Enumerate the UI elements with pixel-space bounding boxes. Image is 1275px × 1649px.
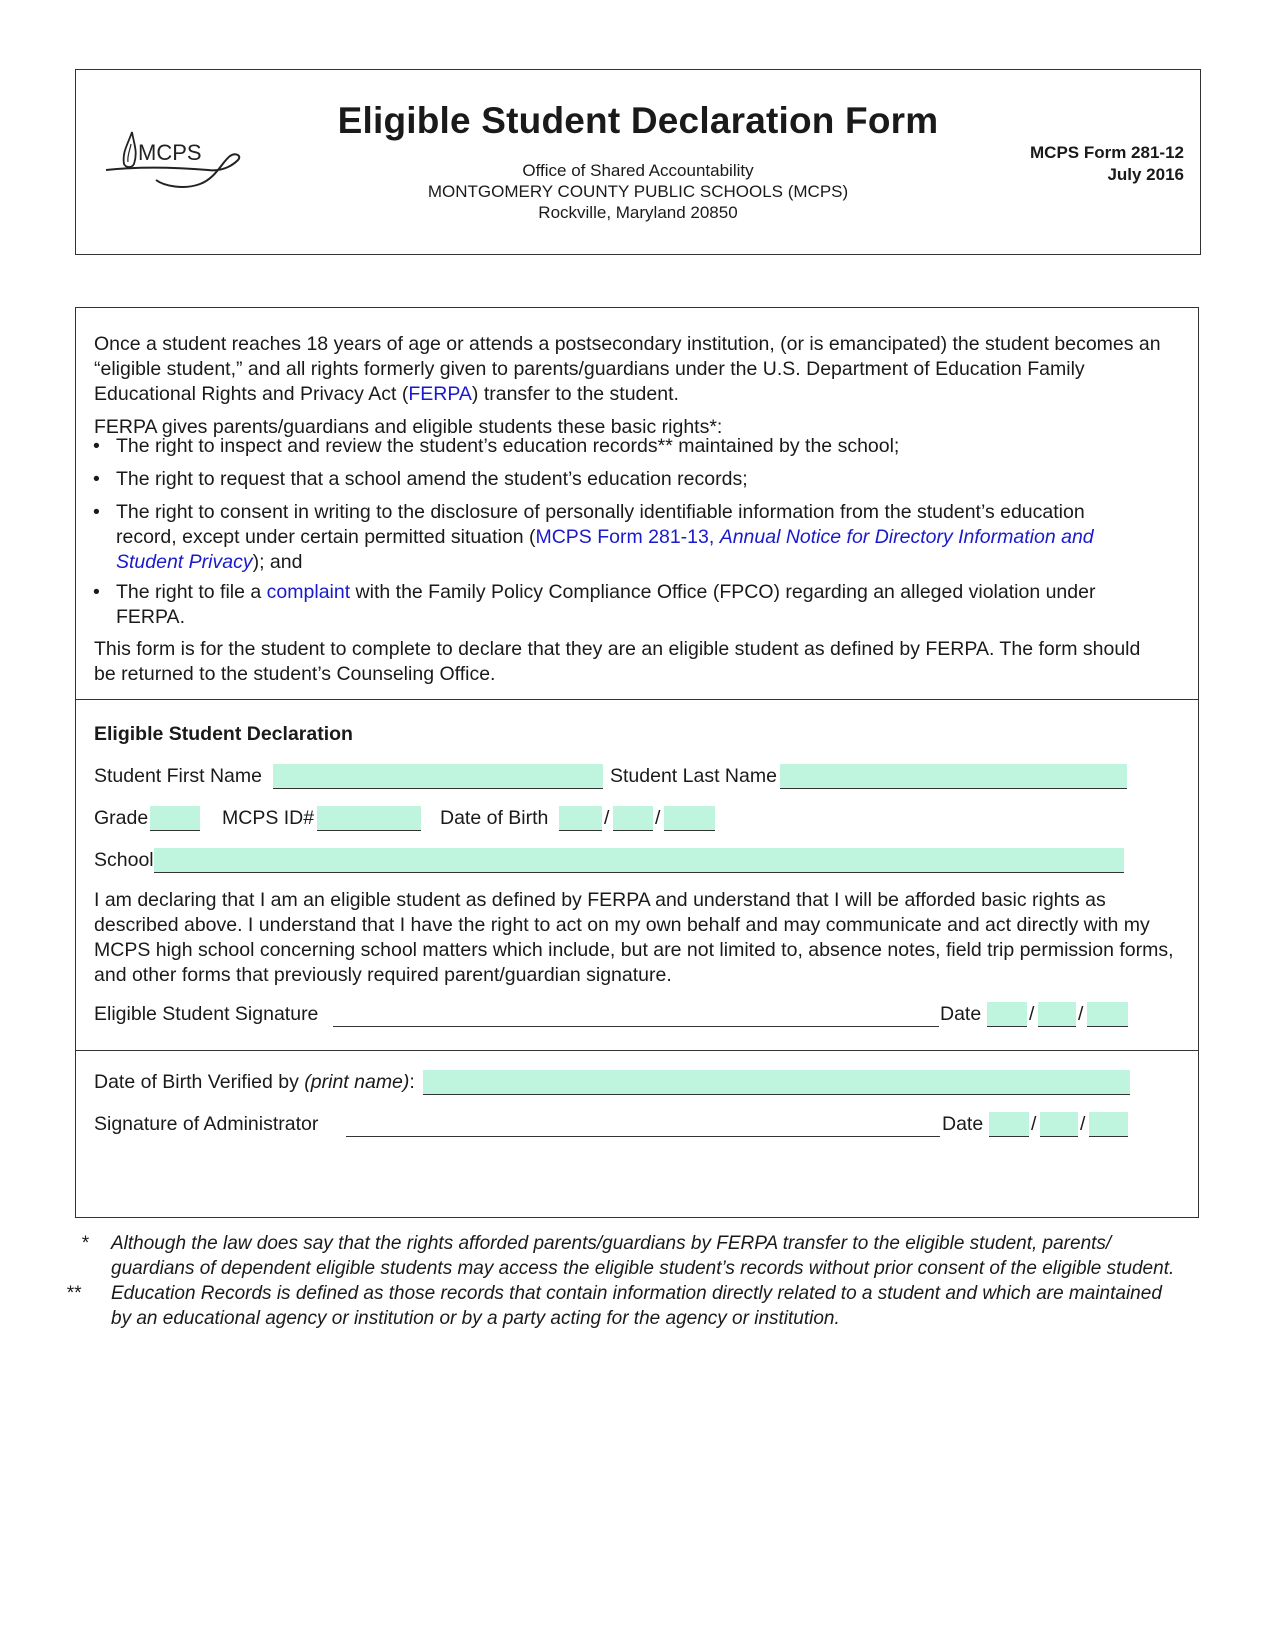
colon: :: [409, 1071, 415, 1093]
form-title: Eligible Student Declaration Form: [337, 100, 939, 141]
footnote-marker: **: [66, 1283, 81, 1304]
form-281-13-link-number: MCPS Form 281-13,: [535, 526, 720, 548]
dob-label: Date of Birth: [440, 807, 549, 829]
bullet-inspect: [93, 434, 1138, 459]
admin-date-label: Date: [942, 1113, 984, 1135]
date-separator: /: [1031, 1113, 1037, 1135]
bullet-consent: [93, 500, 1138, 575]
bullet-amend: [93, 467, 1138, 492]
school-field[interactable]: [154, 848, 1124, 873]
date-separator: /: [655, 807, 661, 829]
dob-verified-label: [94, 1070, 415, 1094]
section-divider: [76, 1050, 1198, 1051]
student-date-month-field[interactable]: [987, 1002, 1027, 1027]
form-date: July 2016: [1107, 165, 1184, 184]
first-name-field[interactable]: [273, 764, 603, 789]
student-date-label: Date: [940, 1003, 982, 1025]
rights-intro: FERPA gives parents/guardians and eligible students these basic rights*:: [94, 416, 723, 438]
form-number-block: [1030, 142, 1184, 186]
org-address: Rockville, Maryland 20850: [538, 203, 738, 222]
date-separator: /: [1080, 1113, 1086, 1135]
footnote-text: Although the law does say that the rights afforded parents/guardians by FERPA transfer to the eligible student, parents/ guardians of dependent eligible students may access the eligible student’s records without prior consent of the eligible student.: [111, 1233, 1175, 1279]
last-name-field[interactable]: [780, 764, 1127, 789]
admin-date-year-field[interactable]: [1089, 1112, 1128, 1137]
dob-day-field[interactable]: [613, 806, 653, 831]
intro-text: Once a student reaches 18 years of age or attends a postsecondary institution, (or is emancipated) the student becomes an “eligible student,” and all rights formerly given to parents/guardians under the U.S. Department of Education Family Educational Rights and Privacy Act (: [94, 333, 1161, 405]
school-label: School: [94, 849, 154, 871]
intro-text-end: ) transfer to the student.: [471, 383, 679, 405]
print-name-hint: (print name): [304, 1071, 410, 1093]
bullet-dot: •: [93, 501, 100, 523]
admin-date-day-field[interactable]: [1040, 1112, 1078, 1137]
bullet-dot: •: [93, 435, 100, 457]
form-purpose: This form is for the student to complete to declare that they are an eligible student as defined by FERPA. The form should be returned to the student’s Counseling Office.: [94, 638, 1141, 685]
org-name: MONTGOMERY COUNTY PUBLIC SCHOOLS (MCPS): [427, 182, 849, 201]
mcps-id-field[interactable]: [317, 806, 421, 831]
dob-year-field[interactable]: [664, 806, 715, 831]
date-separator: /: [604, 807, 610, 829]
footnote-2: [66, 1281, 1185, 1331]
logo-text: MCPS: [138, 140, 202, 165]
bullet-text-end: ); and: [252, 551, 303, 573]
main-form-box: [75, 307, 1199, 1218]
admin-date-month-field[interactable]: [989, 1112, 1029, 1137]
ferpa-link[interactable]: FERPA: [408, 383, 472, 405]
grade-label: Grade: [94, 807, 149, 829]
dob-verified-by-field[interactable]: [423, 1070, 1130, 1095]
section-divider: [76, 699, 1198, 700]
footnote-1: [81, 1231, 1185, 1281]
dob-month-field[interactable]: [559, 806, 602, 831]
date-separator: /: [1078, 1003, 1084, 1025]
admin-signature-label: Signature of Administrator: [94, 1113, 319, 1135]
grade-field[interactable]: [150, 806, 200, 831]
bullet-text: The right to inspect and review the student’s education records** maintained by the school;: [116, 435, 900, 457]
form-number: MCPS Form 281-12: [1030, 143, 1184, 162]
dob-verified-text: Date of Birth Verified by: [94, 1071, 305, 1093]
org-office: Office of Shared Accountability: [522, 161, 754, 180]
bullet-text: The right to file a: [116, 581, 267, 603]
declaration-heading: Eligible Student Declaration: [94, 723, 353, 745]
bullet-text-end: with the Family Policy Compliance Office (FPCO) regarding an alleged violation under FERPA.: [116, 581, 1096, 628]
complaint-link[interactable]: complaint: [266, 581, 351, 603]
bullet-text: The right to request that a school amend the student’s education records;: [116, 468, 748, 490]
bullet-complaint: [93, 580, 1138, 630]
student-signature-line[interactable]: [333, 1002, 939, 1027]
bullet-dot: •: [93, 468, 100, 490]
declaration-statement: I am declaring that I am an eligible student as defined by FERPA and understand that I will be afforded basic rights as described above. I understand that I have the right to act on my own behalf and may communicate and act directly with my MCPS high school concerning school matters which include, but are not limited to, absence notes, field trip permission forms, and other forms that previously required parent/guardian signature.: [94, 889, 1174, 986]
bullet-dot: •: [93, 581, 100, 603]
student-date-day-field[interactable]: [1038, 1002, 1076, 1027]
date-separator: /: [1029, 1003, 1035, 1025]
last-name-label: Student Last Name: [610, 765, 777, 787]
mcps-id-label: MCPS ID#: [222, 807, 315, 829]
footnote-marker: *: [81, 1233, 89, 1254]
intro-section: [94, 332, 1162, 440]
footnotes: [66, 1231, 1185, 1331]
first-name-label: Student First Name: [94, 765, 262, 787]
form-header: [75, 69, 1201, 255]
admin-signature-line[interactable]: [346, 1112, 940, 1137]
intro-paragraph: [94, 332, 1162, 407]
bullet-text: The right to consent in writing to the disclosure of personally identifiable information from the student’s education record, except under certain permitted situation (: [116, 501, 1085, 548]
footnote-text: Education Records is defined as those records that contain information directly related to a student and which are maintained by an educational agency or institution or by a party acting for the agency or institution.: [111, 1283, 1162, 1329]
form-281-13-link-title: Annual Notice for Directory Information and Student Privacy: [116, 526, 1094, 573]
student-signature-label: Eligible Student Signature: [94, 1003, 319, 1025]
student-date-year-field[interactable]: [1087, 1002, 1128, 1027]
